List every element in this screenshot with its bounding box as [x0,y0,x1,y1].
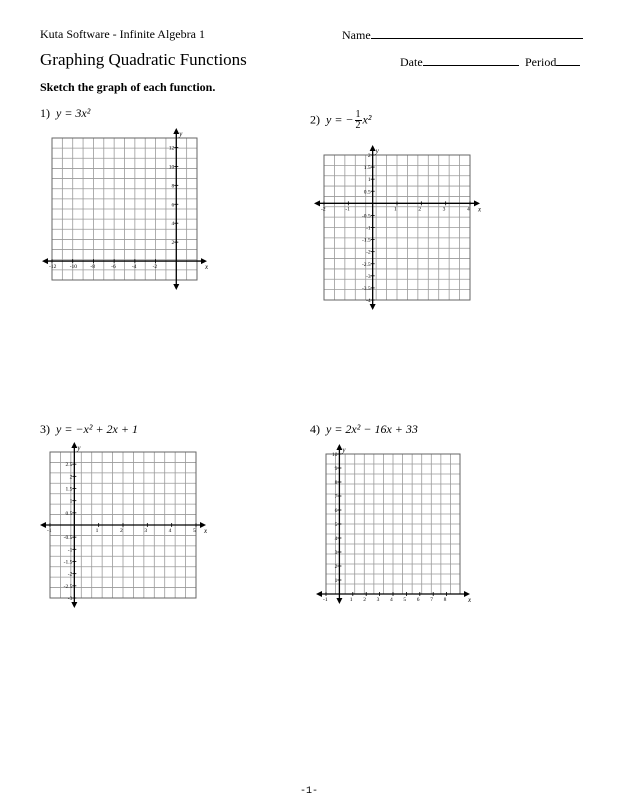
y-tick-label: 10 [168,164,175,171]
problem-2-fraction-num: 1 [355,109,361,120]
x-tick-label: 4 [168,528,172,534]
problem-3 [40,422,138,437]
x-tick-label: 3 [376,597,380,603]
y-axis-arrow-down [71,602,77,608]
x-tick-label: -1 [47,528,52,534]
period-line [556,54,580,66]
y-tick-label: 6 [171,202,175,209]
y-tick-label: 5 [334,522,338,528]
y-axis-arrow-down [173,284,179,290]
y-tick-label: 2 [69,474,73,481]
x-tick-label: 2 [418,206,422,213]
instructions: Sketch the graph of each function. [40,80,216,94]
problem-2-number: 2) [310,112,320,127]
name-line [371,27,583,39]
x-tick-label: 1 [95,528,99,534]
x-tick-label: 4 [467,206,470,213]
x-tick-label: -1 [323,597,328,603]
graph-1-grid[interactable] [40,126,212,296]
name-label: Name [342,28,371,42]
y-tick-label: 8 [171,183,175,190]
x-axis-label: x [205,263,209,272]
x-axis-label: x [468,596,472,604]
y-tick-label: 6 [334,508,338,514]
graph-4-grid[interactable] [314,440,486,612]
x-axis-arrow-left [40,522,46,528]
y-tick-label: 2 [334,564,338,570]
y-axis-arrow-down [370,304,376,310]
x-tick-label: -2 [152,264,158,271]
date-field[interactable] [400,54,519,70]
x-tick-label: -8 [90,264,96,271]
y-tick-label: -4 [366,298,371,304]
y-axis-label: y [77,444,81,452]
y-tick-label: 4 [334,536,338,542]
y-axis-label: y [179,130,183,138]
y-tick-label: -2.5 [63,583,73,590]
y-tick-label: -2.5 [361,261,371,268]
y-tick-label: 10 [331,452,338,458]
problem-1 [40,106,90,121]
x-axis-label: x [478,205,482,214]
problem-2-fraction [355,110,362,131]
y-tick-label: -3.5 [361,285,371,292]
x-tick-label: 2 [120,528,123,534]
y-tick-label: 1 [334,578,338,584]
y-tick-label: 7 [334,494,338,500]
page-number: -1- [300,786,319,797]
software-name: Kuta Software - Infinite Algebra 1 [40,27,205,41]
y-tick-label: 12 [168,145,175,152]
y-tick-label: -1.5 [361,237,371,244]
y-tick-label: -1.5 [63,559,73,566]
y-tick-label: 0.5 [363,189,371,196]
x-tick-label: -6 [111,264,116,271]
x-tick-label: 1 [394,206,397,213]
x-axis-label: x [204,527,208,535]
x-tick-label: -10 [69,264,78,271]
y-tick-label: -0.5 [63,535,73,542]
problem-2-equation-rhs: x² [362,112,372,127]
y-tick-label: 4 [171,221,175,228]
date-label: Date [400,55,423,69]
problem-1-number: 1) [40,106,50,120]
y-axis-label: y [375,147,379,155]
x-tick-label: 2 [363,597,366,603]
period-label: Period [525,55,557,69]
problem-4 [310,422,418,437]
x-tick-label: -12 [49,264,57,271]
x-tick-label: 5 [193,528,196,534]
y-tick-label: 1 [367,177,371,184]
name-field[interactable] [342,27,583,43]
y-tick-label: 1.5 [65,486,73,493]
y-tick-label: -1 [67,547,73,554]
y-tick-label: 9 [334,466,338,472]
problem-2-fraction-den: 2 [355,120,361,131]
x-tick-label: 4 [390,597,393,603]
date-line [423,54,519,66]
problem-2-equation-lhs: y = − [326,112,354,127]
x-axis-arrow-left [316,591,322,597]
x-tick-label: 1 [349,597,353,603]
y-tick-label: 0.5 [65,510,73,517]
problem-4-equation: y = 2x² − 16x + 33 [326,422,418,436]
y-axis-label: y [342,446,346,454]
y-tick-label: 8 [334,480,338,486]
problem-1-equation: y = 3x² [56,106,91,120]
y-tick-label: -2 [67,571,73,578]
problem-2 [310,110,371,131]
graph-3-grid[interactable] [40,440,212,610]
x-tick-label: 3 [442,206,446,213]
y-tick-label: 1 [69,498,73,505]
problem-4-number: 4) [310,422,320,436]
x-tick-label: 6 [416,597,420,603]
x-tick-label: -4 [131,264,137,271]
x-tick-label: 7 [430,597,433,603]
y-tick-label: -3 [67,596,73,602]
y-axis-arrow-down [336,598,342,604]
y-tick-label: 1.5 [363,165,371,172]
x-axis-arrow-left [42,258,48,264]
y-tick-label: -1 [366,225,371,232]
x-tick-label: -2 [321,206,326,213]
x-tick-label: -1 [345,206,350,213]
y-tick-label: 3 [334,550,338,556]
x-tick-label: 8 [443,597,447,603]
y-tick-label: -3 [366,273,371,280]
y-tick-label: -0.5 [361,213,371,220]
page-title: Graphing Quadratic Functions [40,50,247,69]
problem-3-equation: y = −x² + 2x + 1 [56,422,138,436]
y-tick-label: 2 [171,240,175,247]
y-tick-label: 2.5 [65,462,73,469]
period-field[interactable] [525,54,580,70]
x-tick-label: 3 [144,528,148,534]
y-tick-label: 2 [367,153,371,159]
problem-3-number: 3) [40,422,50,436]
x-tick-label: 5 [403,597,407,603]
y-tick-label: -2 [366,249,371,256]
x-axis-arrow-left [314,200,320,206]
graph-2-grid[interactable] [314,143,486,313]
